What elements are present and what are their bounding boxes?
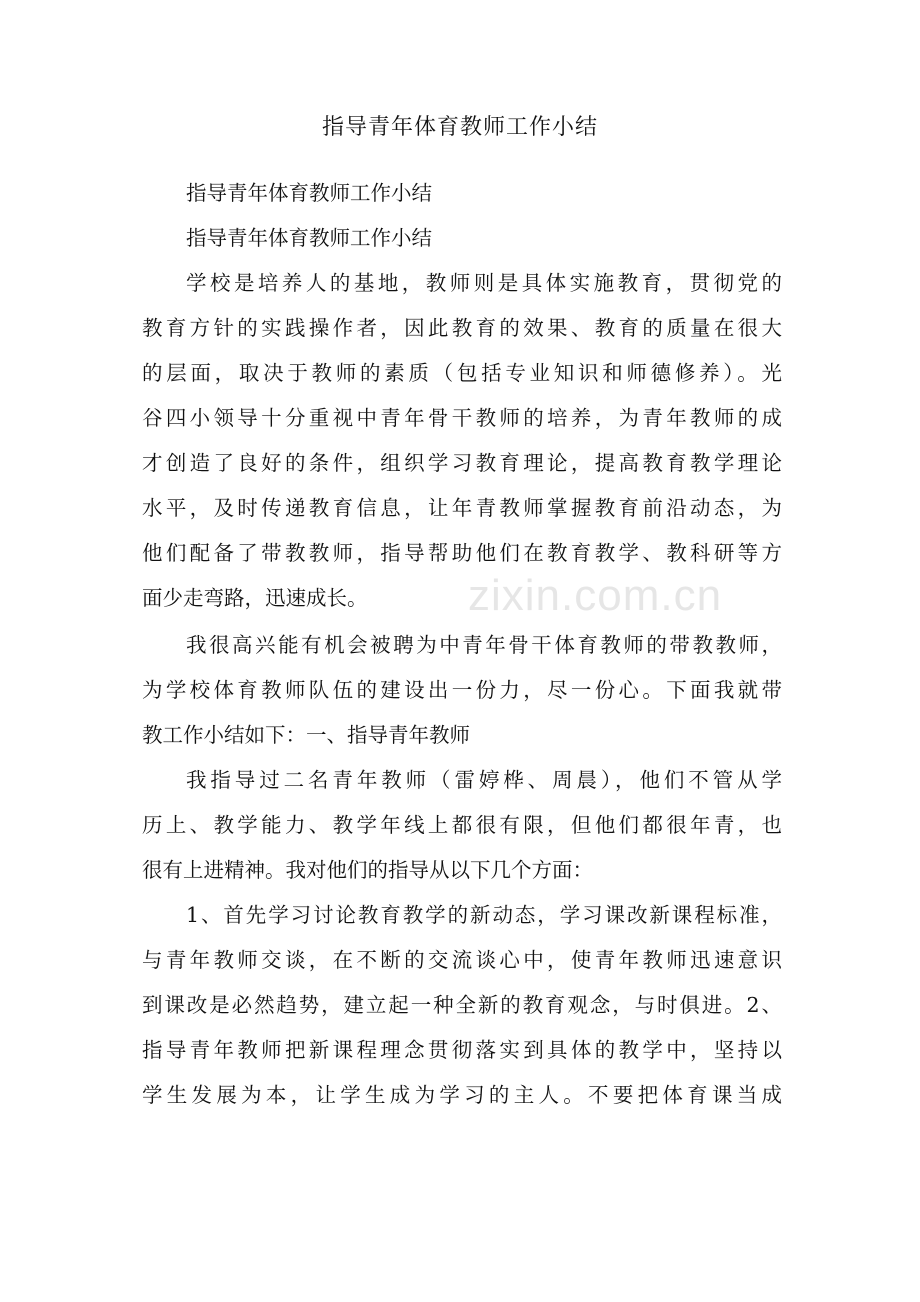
paragraph-line: 学生发展为本，让学生成为学习的主人。不要把体育课当成 [142, 1083, 782, 1107]
paragraph-line: 很有上进精神。我对他们的指导从以下几个方面： [142, 858, 593, 882]
watermark: zixin.com.cn [468, 571, 723, 620]
paragraph-line: 教工作小结如下：一、指导青年教师 [142, 723, 470, 747]
paragraph-line: 我指导过二名青年教师（雷婷桦、周晨），他们不管从学 [186, 768, 782, 792]
paragraph-line: 到课改是必然趋势，建立起一种全新的教育观念，与时俱进。2、 [142, 993, 782, 1017]
paragraph-line: 指导青年教师把新课程理念贯彻落实到具体的教学中，坚持以 [142, 1038, 782, 1062]
paragraph-line: 历上、教学能力、教学年线上都很有限，但他们都很年青，也 [142, 813, 782, 837]
paragraph-line: 水平，及时传递教育信息，让年青教师掌握教育前沿动态，为 [142, 496, 782, 520]
paragraph-line: 1、首先学习讨论教育教学的新动态，学习课改新课程标准， [186, 903, 782, 927]
subtitle-line-2: 指导青年体育教师工作小结 [186, 226, 432, 250]
paragraph-line: 的层面，取决于教师的素质（包括专业知识和师德修养）。光 [142, 361, 782, 385]
document-title: 指导青年体育教师工作小结 [321, 115, 598, 140]
paragraph-line: 面少走弯路，迅速成长。 [142, 586, 368, 610]
paragraph-line: 为学校体育教师队伍的建设出一份力，尽一份心。下面我就带 [142, 678, 782, 702]
paragraph-line: 才创造了良好的条件，组织学习教育理论，提高教育教学理论 [142, 451, 782, 475]
paragraph-line: 学校是培养人的基地，教师则是具体实施教育，贯彻党的 [186, 271, 782, 295]
paragraph-line: 谷四小领导十分重视中青年骨干教师的培养，为青年教师的成 [142, 406, 782, 430]
paragraph-line: 教育方针的实践操作者，因此教育的效果、教育的质量在很大 [142, 316, 782, 340]
paragraph-line: 他们配备了带教教师，指导帮助他们在教育教学、教科研等方 [142, 541, 782, 565]
paragraph-line: 我很高兴能有机会被聘为中青年骨干体育教师的带教教师， [186, 633, 782, 657]
subtitle-line-1: 指导青年体育教师工作小结 [186, 181, 432, 205]
paragraph-line: 与青年教师交谈，在不断的交流谈心中，使青年教师迅速意识 [142, 948, 782, 972]
